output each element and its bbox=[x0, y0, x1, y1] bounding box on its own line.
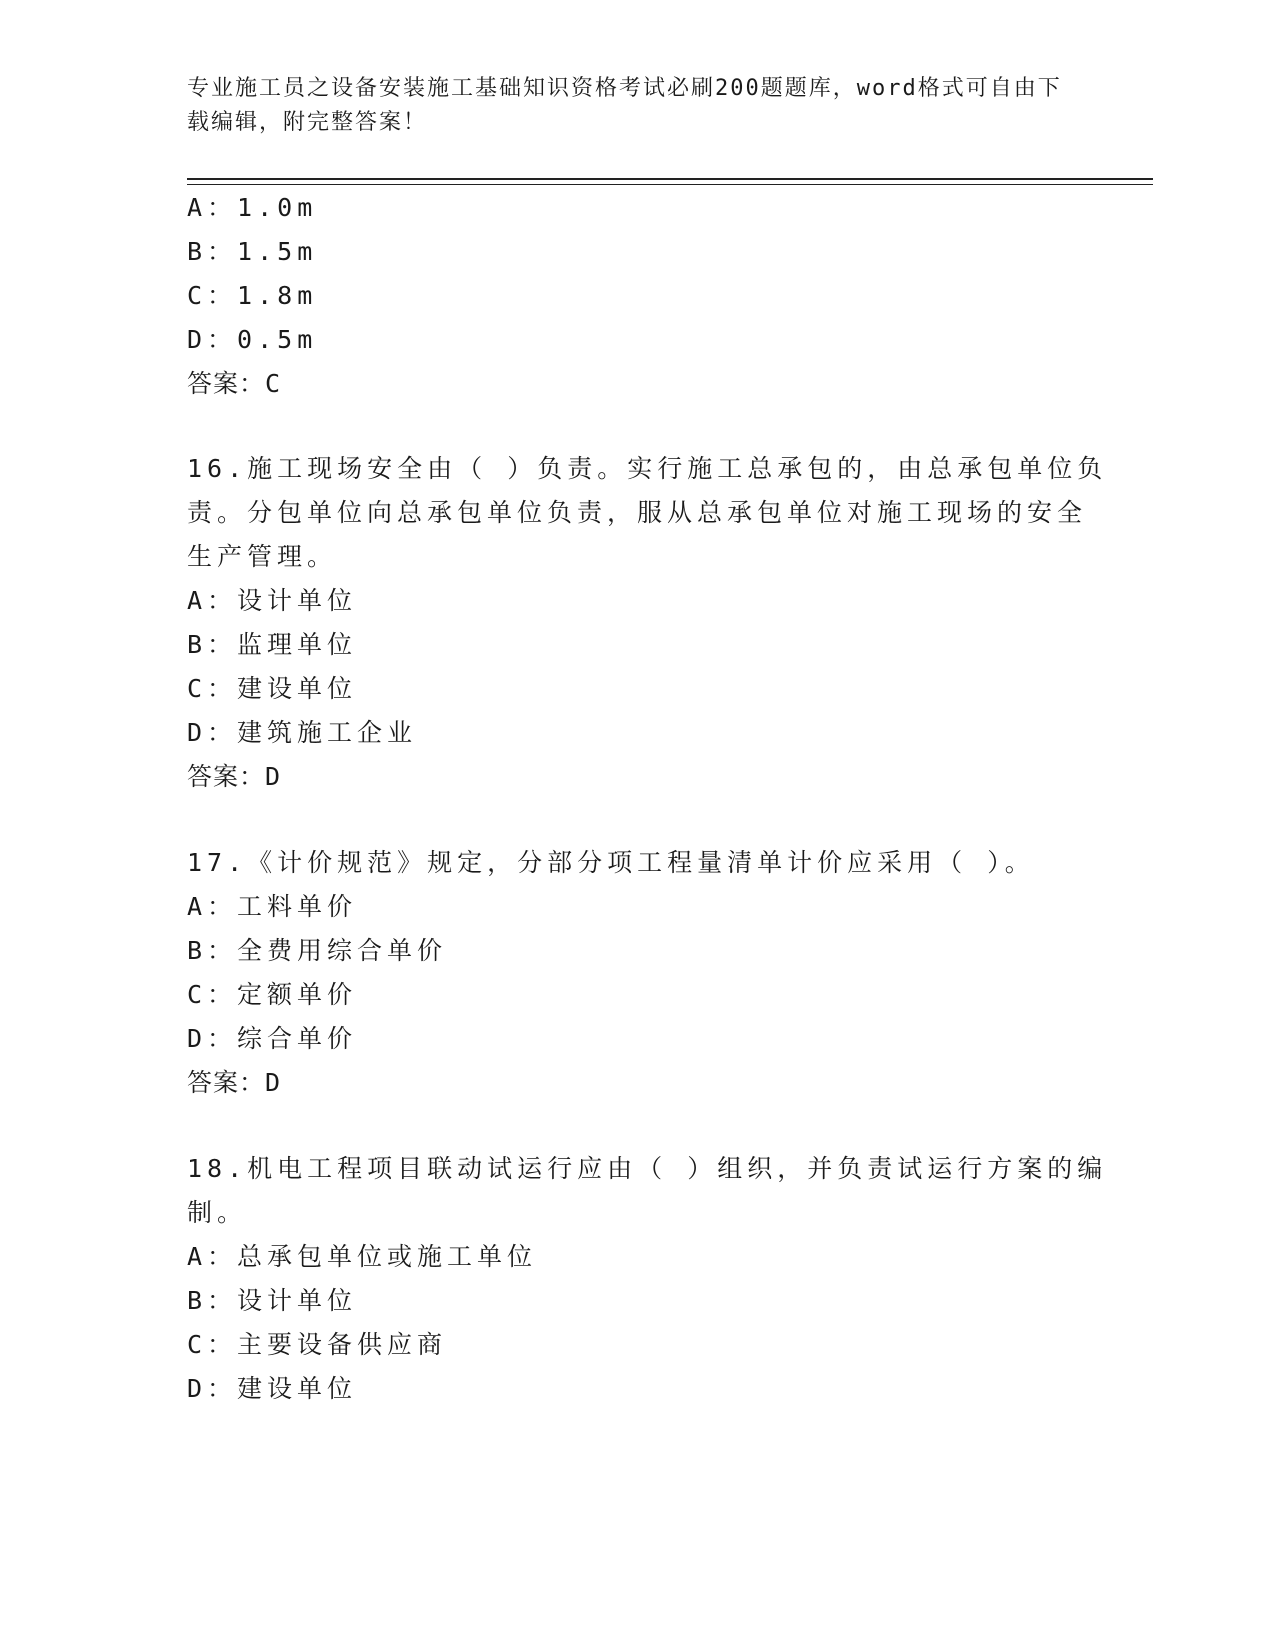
q16-option-c: C：建设单位 bbox=[187, 674, 358, 703]
q15-option-a: A：1.0m bbox=[187, 193, 318, 222]
document-header: 专业施工员之设备安装施工基础知识资格考试必刷200题题库，word格式可自由下载编辑，附完整答案！ bbox=[187, 76, 1062, 135]
q15-option-b: B：1.5m bbox=[187, 237, 318, 266]
q16-stem-line-2: 责。分包单位向总承包单位负责，服从总承包单位对施工现场的安全 bbox=[187, 498, 1088, 527]
q15-answer: 答案：C bbox=[187, 369, 282, 398]
q16-stem-line-3: 生产管理。 bbox=[187, 542, 338, 571]
q16-stem-line-1: 16.施工现场安全由（ ）负责。实行施工总承包的，由总承包单位负 bbox=[187, 454, 1108, 483]
q18-stem-line-1: 18.机电工程项目联动试运行应由（ ）组织，并负责试运行方案的编 bbox=[187, 1154, 1108, 1183]
header-divider-thin bbox=[187, 184, 1153, 185]
q17-answer: 答案：D bbox=[187, 1068, 282, 1097]
q18-option-d: D：建设单位 bbox=[187, 1374, 358, 1403]
q16-answer: 答案：D bbox=[187, 762, 282, 791]
q17-stem-line-1: 17.《计价规范》规定，分部分项工程量清单计价应采用（ ）。 bbox=[187, 848, 1035, 877]
q18-option-b: B：设计单位 bbox=[187, 1286, 358, 1315]
q17-option-c: C：定额单价 bbox=[187, 980, 358, 1009]
q17-option-d: D：综合单价 bbox=[187, 1024, 358, 1053]
q18-option-c: C：主要设备供应商 bbox=[187, 1330, 448, 1359]
q17-option-a: A：工料单价 bbox=[187, 892, 358, 921]
q15-option-d: D：0.5m bbox=[187, 325, 318, 354]
header-divider-thick bbox=[187, 178, 1153, 180]
q16-option-a: A：设计单位 bbox=[187, 586, 358, 615]
q16-option-d: D：建筑施工企业 bbox=[187, 718, 418, 747]
q18-option-a: A：总承包单位或施工单位 bbox=[187, 1242, 538, 1271]
q17-option-b: B：全费用综合单价 bbox=[187, 936, 448, 965]
q16-option-b: B：监理单位 bbox=[187, 630, 358, 659]
q18-stem-line-2: 制。 bbox=[187, 1198, 248, 1227]
q15-option-c: C：1.8m bbox=[187, 281, 318, 310]
